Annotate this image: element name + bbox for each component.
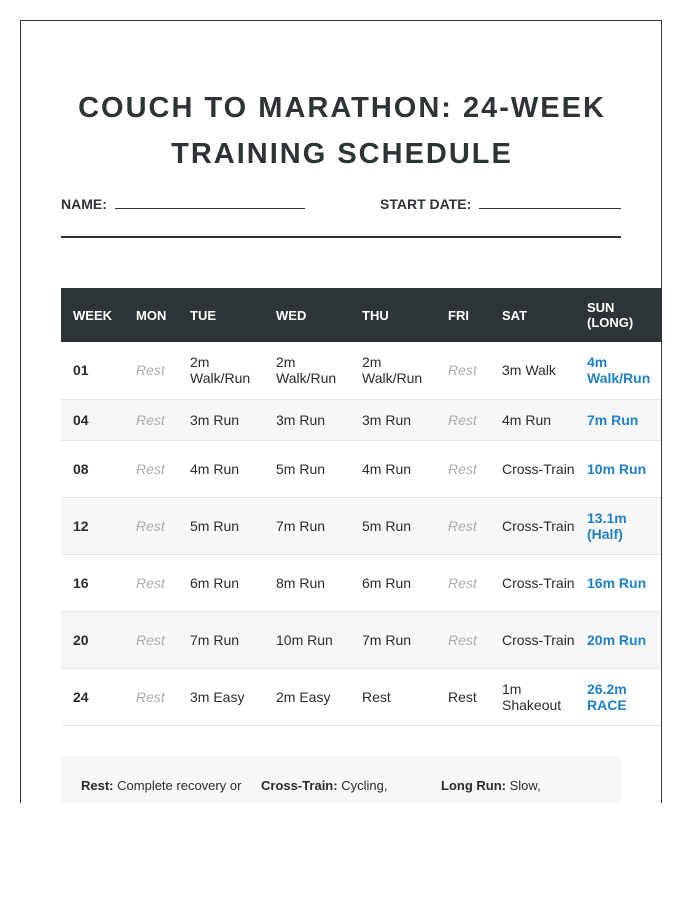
- cell-sat: Cross-Train: [490, 440, 575, 497]
- name-label: NAME:: [61, 196, 107, 212]
- note-cross-train: [261, 776, 387, 796]
- table-row: [61, 497, 662, 554]
- cell-tue: 3m Run: [178, 399, 264, 440]
- col-header-thu: THU: [362, 307, 389, 323]
- col-header-tue: TUE: [190, 307, 216, 323]
- cell-sat: Cross-Train: [490, 611, 575, 668]
- start-date-blank-line[interactable]: [479, 196, 621, 209]
- cell-thu: 6m Run: [350, 554, 436, 611]
- note-cross-train-text: Cycling,: [341, 778, 388, 793]
- title-line-2: TRAINING SCHEDULE: [171, 138, 513, 170]
- table-header-row: [61, 288, 662, 342]
- cell-sun: 7m Run: [575, 399, 662, 440]
- cell-sun: 4m Walk/Run: [575, 342, 662, 399]
- cell-sat: Cross-Train: [490, 554, 575, 611]
- cell-sun: 20m Run: [575, 611, 662, 668]
- cell-mon: Rest: [124, 554, 178, 611]
- cell-fri: Rest: [436, 554, 490, 611]
- cell-tue: 4m Run: [178, 440, 264, 497]
- note-long-run: [441, 776, 541, 796]
- cell-wed: 5m Run: [264, 440, 350, 497]
- schedule-page: [20, 20, 662, 803]
- cell-sun: 26.2m RACE: [575, 668, 662, 725]
- cell-tue: 5m Run: [178, 497, 264, 554]
- cell-mon: Rest: [124, 611, 178, 668]
- cell-fri: Rest: [436, 440, 490, 497]
- col-header-week: WEEK: [73, 307, 112, 323]
- cell-sat: 4m Run: [490, 399, 575, 440]
- cell-thu: 3m Run: [350, 399, 436, 440]
- name-field[interactable]: [61, 196, 305, 212]
- cell-thu: 4m Run: [350, 440, 436, 497]
- cell-week: 24: [61, 668, 124, 725]
- start-date-label: START DATE:: [380, 196, 472, 212]
- cell-mon: Rest: [124, 440, 178, 497]
- note-long-run-text: Slow,: [509, 778, 541, 793]
- table-row: [61, 440, 662, 497]
- cell-mon: Rest: [124, 668, 178, 725]
- name-blank-line[interactable]: [115, 196, 305, 209]
- col-header-mon: MON: [136, 307, 167, 323]
- page-title: [21, 85, 662, 177]
- col-header-fri: FRI: [448, 307, 469, 323]
- cell-week: 12: [61, 497, 124, 554]
- cell-wed: 10m Run: [264, 611, 350, 668]
- cell-thu: 2m Walk/Run: [350, 342, 436, 399]
- cell-week: 01: [61, 342, 124, 399]
- cell-mon: Rest: [124, 497, 178, 554]
- cell-week: 20: [61, 611, 124, 668]
- cell-thu: Rest: [350, 668, 436, 725]
- note-rest-label: Rest:: [81, 778, 114, 793]
- cell-tue: 3m Easy: [178, 668, 264, 725]
- col-header-sun: SUN (LONG): [587, 300, 634, 330]
- schedule-table: [61, 288, 662, 726]
- table-row: [61, 342, 662, 399]
- cell-tue: 6m Run: [178, 554, 264, 611]
- note-rest: [81, 776, 241, 796]
- cell-wed: 8m Run: [264, 554, 350, 611]
- cell-sat: Cross-Train: [490, 497, 575, 554]
- note-cross-train-label: Cross-Train:: [261, 778, 338, 793]
- legend-notes: [61, 756, 621, 803]
- note-rest-text: Complete recovery or: [117, 778, 242, 793]
- cell-thu: 5m Run: [350, 497, 436, 554]
- cell-sun: 10m Run: [575, 440, 662, 497]
- cell-fri: Rest: [436, 399, 490, 440]
- cell-sun: 13.1m (Half): [575, 497, 662, 554]
- col-header-sat: SAT: [502, 307, 528, 323]
- cell-fri: Rest: [436, 342, 490, 399]
- divider: [61, 236, 621, 238]
- cell-sat: 1m Shakeout: [490, 668, 575, 725]
- table-row: [61, 554, 662, 611]
- title-line-1: COUCH TO MARATHON: 24-WEEK: [78, 92, 606, 124]
- cell-wed: 3m Run: [264, 399, 350, 440]
- col-header-wed: WED: [276, 307, 307, 323]
- cell-sat: 3m Walk: [490, 342, 575, 399]
- start-date-field[interactable]: [380, 196, 621, 212]
- cell-wed: 2m Walk/Run: [264, 342, 350, 399]
- cell-fri: Rest: [436, 668, 490, 725]
- note-long-run-label: Long Run:: [441, 778, 506, 793]
- cell-thu: 7m Run: [350, 611, 436, 668]
- cell-fri: Rest: [436, 611, 490, 668]
- table-row: [61, 399, 662, 440]
- cell-fri: Rest: [436, 497, 490, 554]
- cell-tue: 7m Run: [178, 611, 264, 668]
- cell-week: 04: [61, 399, 124, 440]
- table-row: [61, 611, 662, 668]
- cell-wed: 7m Run: [264, 497, 350, 554]
- cell-wed: 2m Easy: [264, 668, 350, 725]
- cell-mon: Rest: [124, 399, 178, 440]
- cell-tue: 2m Walk/Run: [178, 342, 264, 399]
- cell-week: 08: [61, 440, 124, 497]
- cell-week: 16: [61, 554, 124, 611]
- cell-sun: 16m Run: [575, 554, 662, 611]
- table-row: [61, 668, 662, 725]
- cell-mon: Rest: [124, 342, 178, 399]
